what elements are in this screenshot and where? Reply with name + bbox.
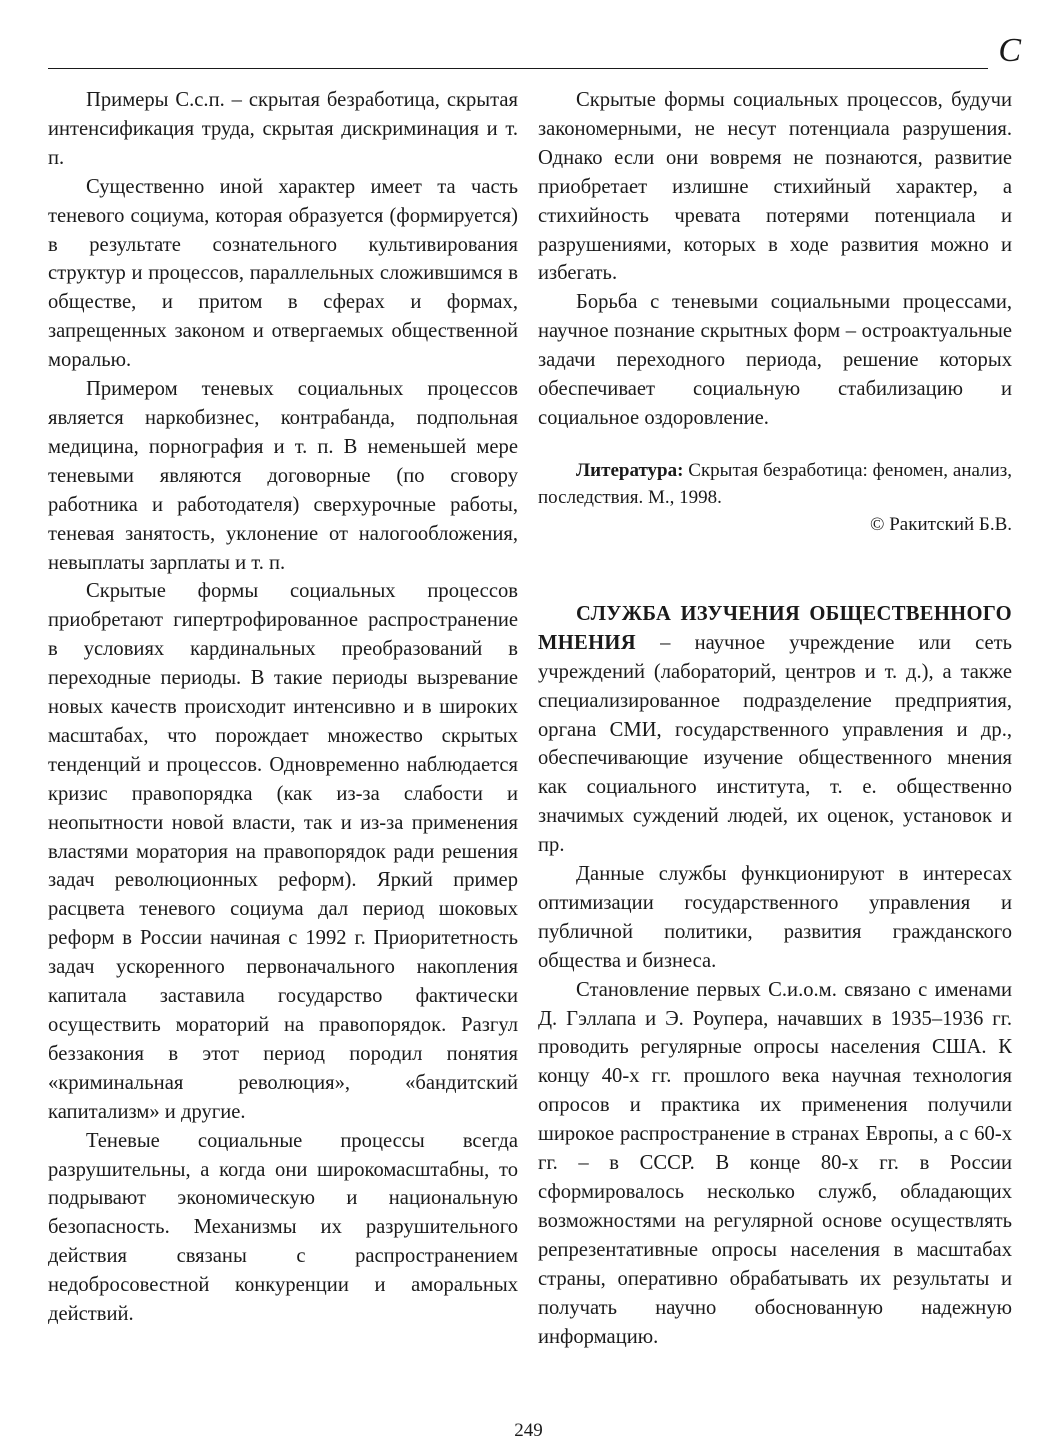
literature-reference <box>538 457 1012 511</box>
paragraph: Борьба с теневыми социальными процессами, научное познание скрытных форм – остроактуальные задачи переходного периода, решение которых обеспечивает социальную стабилизацию и социальное оздоровление. <box>538 291 1012 429</box>
header-rule <box>48 68 988 69</box>
spacer <box>538 433 1012 457</box>
paragraph: Скрытые формы социальных процессов, будучи закономерными, не несут потенциала разрушения. Однако если они вовремя не познаются, развитие приобретает излишне стихийный характер, а стихийность чревата потерями потенциала и разрушениями, которых в ходе развития можно и избегать. <box>538 89 1012 285</box>
paragraph: Примером теневых социальных процессов является наркобизнес, контрабанда, подпольная медицина, порнография и т. п. В неменьшей мере теневыми являются договорные (по сговору работника и работодателя) сверхурочные работы, теневая занятость, уклонение от налогообложения, невыплаты зарплаты и т. п. <box>48 378 518 574</box>
paragraph: Примеры С.с.п. – скрытая безработица, скрытая интенсификация труда, скрытая дискриминация и т. п. <box>48 89 518 169</box>
left-column <box>48 86 518 1329</box>
page-number: 249 <box>514 1420 543 1441</box>
spacer <box>538 538 1012 600</box>
entry-definition <box>538 600 1012 860</box>
copyright-author: © Ракитский Б.В. <box>870 513 1012 535</box>
dictionary-entry <box>538 600 1012 1352</box>
entry-definition-text: – научное учреждение или сеть учреждений (лабораторий, центров и т. д.), а также специализированное подразделение предприятия, органа СМИ, государственного управления и др., обеспечивающие изучение общественного мнения как социального института, т. е. общественно значимых суждений людей, их оценок, установок и пр. <box>538 631 1012 857</box>
paragraph: Теневые социальные процессы всегда разрушительны, а когда они широкомасштабны, то подрывают экономическую и национальную безопасность. Механизмы их разрушительного действия связаны с распространением недобросовестной конкуренции и аморальных действий. <box>48 1129 518 1326</box>
entry-term: СЛУЖБА ИЗУЧЕНИЯ ОБЩЕСТВЕННОГО МНЕНИЯ <box>538 602 1012 654</box>
section-letter: С <box>998 32 1021 69</box>
paragraph: Данные службы функционируют в интересах оптимизации государственного управления и публичной политики, развития гражданского общества и бизнеса. <box>538 863 1012 972</box>
paragraph: Существенно иной характер имеет та часть теневого социума, которая образуется (формируется) в результате сознательного культивирования структур и процессов, параллельных сложившимся в обществе, и притом в сферах и формах, запрещенных законом и отвергаемых общественной моралью. <box>48 175 518 372</box>
right-column <box>538 86 1012 1351</box>
literature-text: Скрытая безработица: феномен, анализ, последствия. М., 1998. <box>538 459 1012 508</box>
literature-label: Литература: <box>576 459 684 481</box>
paragraph: Становление первых С.и.о.м. связано с именами Д. Гэллапа и Э. Роупера, начавших в 1935–1936 гг. проводить регулярные опросы населения США. К концу 40-х гг. прошлого века научная технология опросов и практика их применения получили широкое распространение в странах Европы, а с 60-х гг. – в СССР. В конце 80-х гг. в России сформировалось несколько служб, обладающих возможностями на регулярной основе осуществлять репрезентативные опросы населения в масштабах страны, оперативно обрабатывать их результаты и получать научно обоснованную надежную информацию. <box>538 978 1012 1348</box>
paragraph: Скрытые формы социальных процессов приобретают гипертрофированное распространение в условиях кардинальных преобразований в переходные периоды. В такие периоды вызревание новых качеств происходит интенсивно и в широких масштабах, что порождает множество скрытых тенденций и процессов. Одновременно наблюдается кризис правопорядка (как из-за слабости и неопытности новой власти, так и из-за применения властями моратория на правопорядок ради решения задач революционных реформ). Яркий пример расцвета теневого социума дал период шоковых реформ в России начиная с 1992 г. Приоритетность задач ускоренного первоначального накопления капитала заставила государство фактически осуществить мораторий на правопорядок. Разгул беззакония в этот период породил понятия «криминальная революция», «бандитский капитализм» и другие. <box>48 580 518 1123</box>
